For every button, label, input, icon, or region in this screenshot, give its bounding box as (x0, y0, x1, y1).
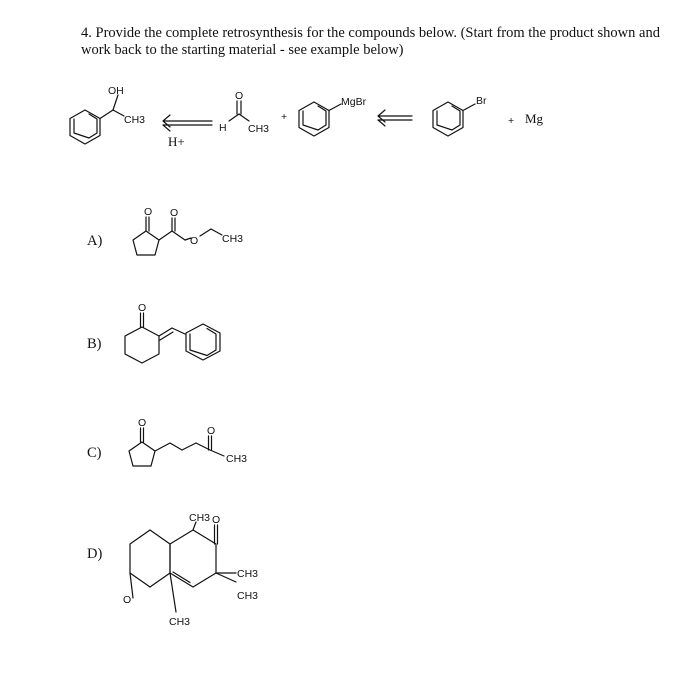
label-compound-d: D) (87, 546, 103, 562)
retro-arrow-1 (163, 115, 212, 131)
compound-a-ketone-o: O (144, 206, 153, 218)
example-bromide-br: Br (476, 95, 487, 107)
example-aldehyde (219, 90, 269, 135)
compound-d-gem-ch3-2: CH3 (237, 590, 259, 602)
structure-compound-a (133, 206, 243, 255)
compound-d-enone-o: O (123, 594, 132, 606)
compound-c-ring-ketone-o: O (138, 417, 147, 429)
structure-compound-b (125, 302, 220, 363)
example-product-ch3: CH3 (124, 114, 146, 126)
example-aldehyde-o: O (235, 90, 244, 102)
plus-sign-1: + (281, 111, 288, 123)
compound-c-ch3: CH3 (226, 453, 248, 465)
acid-catalyst: H+ (168, 134, 185, 149)
example-product-oh: OH (108, 85, 124, 97)
example-grignard-mgbr: MgBr (341, 96, 367, 108)
compound-d-vinyl-ch3: CH3 (169, 616, 191, 628)
compound-a-ester-carbonyl-o: O (170, 207, 179, 219)
structure-compound-c (129, 417, 247, 466)
plus-sign-2: + (508, 115, 515, 127)
example-grignard (299, 96, 367, 136)
structure-compound-d (123, 512, 258, 628)
compound-a-ester-o: O (190, 235, 199, 247)
compound-d-ketone-o: O (212, 514, 221, 526)
example-aldehyde-h: H (219, 122, 227, 134)
example-aldehyde-ch3: CH3 (248, 123, 270, 135)
question-line-1: 4. Provide the complete retrosynthesis for the compounds below. (Start from the product shown and (81, 25, 660, 41)
compound-c-chain-ketone-o: O (207, 425, 216, 437)
question-line-2: work back to the starting material - see example below) (81, 42, 404, 58)
compound-d-angular-ch3: CH3 (189, 512, 211, 524)
example-product (70, 85, 145, 144)
compound-b-ketone-o: O (138, 302, 147, 314)
label-compound-b: B) (87, 336, 102, 352)
compound-a-ch3: CH3 (222, 233, 244, 245)
magnesium-label: Mg (525, 111, 544, 126)
label-compound-c: C) (87, 445, 102, 461)
example-bromobenzene (433, 95, 487, 136)
retro-arrow-2 (378, 110, 412, 126)
label-compound-a: A) (87, 233, 103, 249)
compound-d-gem-ch3-1: CH3 (237, 568, 259, 580)
